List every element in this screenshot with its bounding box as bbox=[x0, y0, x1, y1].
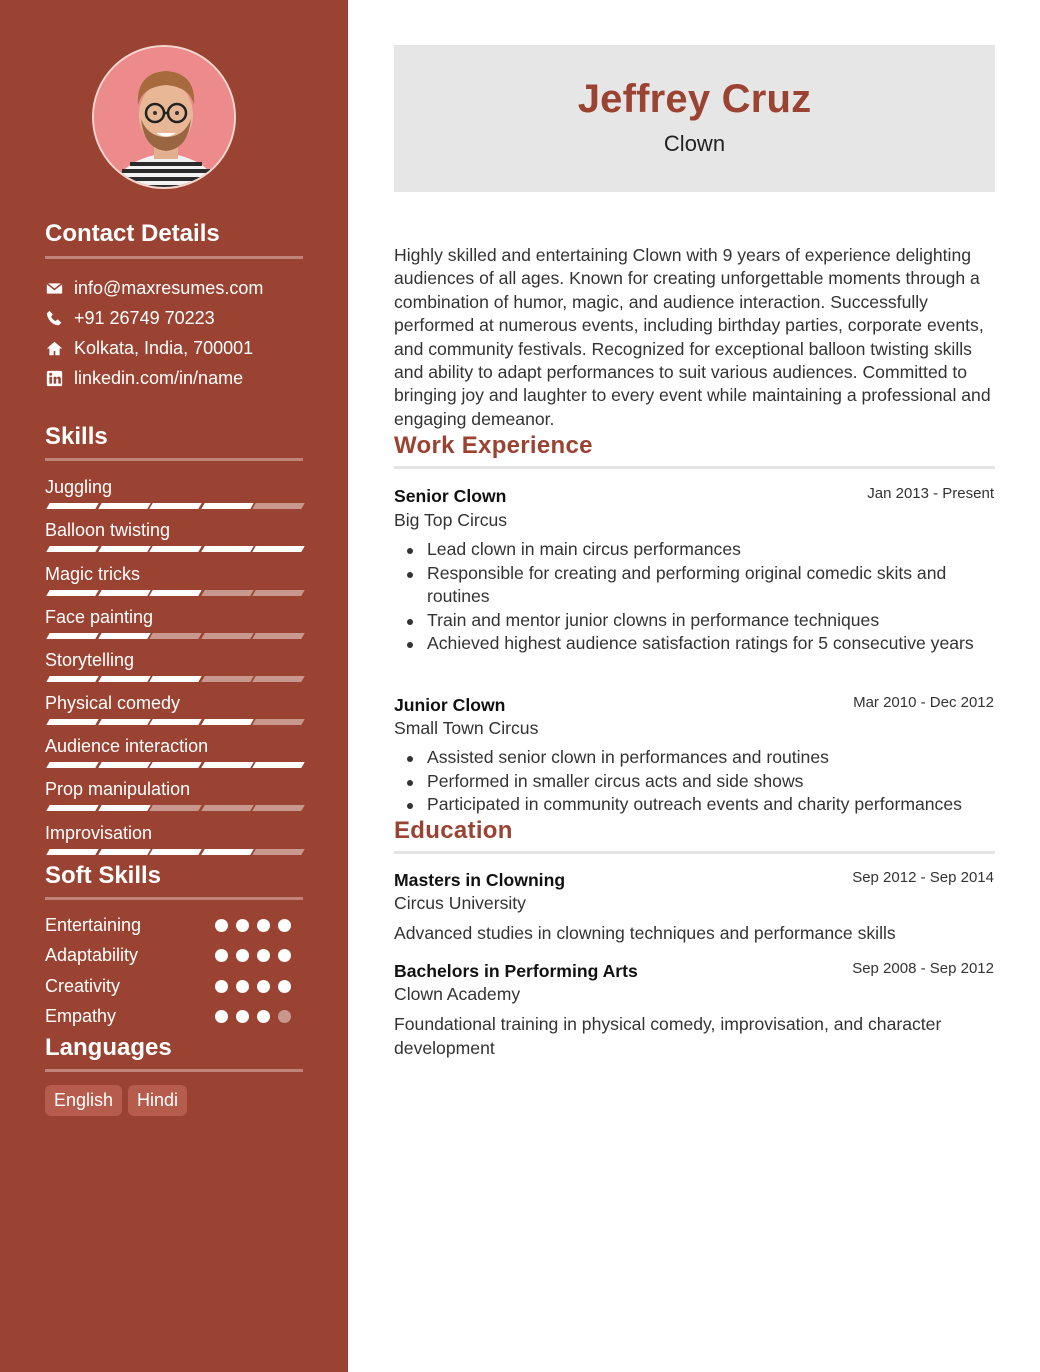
skill-level-segment bbox=[201, 719, 253, 725]
skill-item bbox=[45, 692, 303, 714]
job-company: Big Top Circus bbox=[394, 510, 508, 530]
skill-level-segment bbox=[252, 503, 304, 509]
job-bullets bbox=[427, 746, 997, 817]
job-company: Small Town Circus bbox=[394, 718, 539, 738]
contact-linkedin[interactable] bbox=[45, 366, 243, 390]
skill-level-segment bbox=[201, 676, 253, 682]
soft-skill-rating bbox=[215, 1010, 295, 1024]
rating-dot bbox=[236, 1010, 249, 1023]
skill-item bbox=[45, 735, 303, 757]
skill-label: Balloon twisting bbox=[45, 520, 171, 540]
rating-dot bbox=[215, 980, 228, 993]
candidate-title: Clown bbox=[663, 131, 726, 156]
soft-skills-heading: Soft Skills bbox=[45, 862, 162, 889]
edu-school: Clown Academy bbox=[394, 984, 521, 1004]
job-dates: Jan 2013 - Present bbox=[867, 485, 994, 502]
skill-level-segment bbox=[201, 633, 253, 639]
candidate-name: Jeffrey Cruz bbox=[577, 77, 812, 121]
contact-divider bbox=[45, 256, 303, 259]
skill-level-segment bbox=[252, 762, 304, 768]
skill-level-bar bbox=[45, 503, 303, 509]
skill-level-segment bbox=[201, 849, 253, 855]
skill-level-segment bbox=[98, 849, 150, 855]
skill-label: Physical comedy bbox=[45, 693, 181, 713]
job-bullet: Performed in smaller circus acts and side shows bbox=[427, 770, 997, 794]
skill-item bbox=[45, 778, 303, 800]
edu-degree: Masters in Clowning bbox=[394, 870, 566, 890]
skill-level-bar bbox=[45, 546, 303, 552]
skill-level-segment bbox=[201, 546, 253, 552]
language-chip-hindi: Hindi bbox=[128, 1085, 187, 1116]
rating-dot bbox=[278, 919, 291, 932]
soft-skill-item bbox=[45, 1004, 303, 1028]
contact-address-text: Kolkata, India, 700001 bbox=[74, 337, 254, 358]
skill-level-segment bbox=[98, 546, 150, 552]
skill-level-segment bbox=[46, 503, 98, 509]
linkedin-icon bbox=[45, 369, 63, 387]
skill-item bbox=[45, 822, 303, 844]
soft-skills-divider bbox=[45, 897, 303, 900]
skill-level-segment bbox=[46, 676, 98, 682]
rating-dot bbox=[215, 949, 228, 962]
skill-level-segment bbox=[201, 762, 253, 768]
job-bullet: Lead clown in main circus performances bbox=[427, 538, 997, 562]
skill-label: Juggling bbox=[45, 477, 113, 497]
skill-item bbox=[45, 606, 303, 628]
job-role: Junior Clown bbox=[394, 695, 506, 715]
skill-level-segment bbox=[201, 805, 253, 811]
skill-level-segment bbox=[149, 546, 201, 552]
envelope-icon bbox=[45, 279, 63, 297]
skill-level-segment bbox=[98, 719, 150, 725]
edu-description: Advanced studies in clowning techniques and performance skills bbox=[394, 923, 896, 943]
rating-dot bbox=[215, 919, 228, 932]
contact-linkedin-text: linkedin.com/in/name bbox=[74, 367, 244, 388]
contact-heading: Contact Details bbox=[45, 220, 220, 247]
rating-dot bbox=[257, 919, 270, 932]
skill-level-segment bbox=[98, 762, 150, 768]
rating-dot bbox=[215, 1010, 228, 1023]
contact-email-text: info@maxresumes.com bbox=[74, 277, 264, 298]
skill-level-segment bbox=[98, 805, 150, 811]
rating-dot bbox=[278, 949, 291, 962]
soft-skill-item bbox=[45, 943, 303, 967]
skill-level-segment bbox=[149, 503, 201, 509]
soft-skill-item bbox=[45, 913, 303, 937]
work-heading: Work Experience bbox=[394, 432, 593, 459]
skill-level-segment bbox=[149, 849, 201, 855]
skill-level-segment bbox=[98, 633, 150, 639]
skill-item bbox=[45, 519, 303, 541]
phone-icon bbox=[45, 309, 63, 327]
skill-level-segment bbox=[46, 762, 98, 768]
avatar bbox=[92, 45, 236, 189]
soft-skill-label: Empathy bbox=[45, 1006, 117, 1026]
skill-level-bar bbox=[45, 719, 303, 725]
soft-skill-rating bbox=[215, 949, 295, 963]
skill-level-segment bbox=[98, 590, 150, 596]
job-bullet: Assisted senior clown in performances and routines bbox=[427, 746, 997, 770]
languages-divider bbox=[45, 1069, 303, 1072]
contact-address bbox=[45, 336, 253, 360]
rating-dot bbox=[278, 1010, 291, 1023]
skill-level-segment bbox=[252, 719, 304, 725]
skill-level-segment bbox=[252, 805, 304, 811]
rating-dot bbox=[236, 980, 249, 993]
skill-level-bar bbox=[45, 762, 303, 768]
skill-level-bar bbox=[45, 590, 303, 596]
soft-skill-item bbox=[45, 974, 303, 998]
language-chip-english: English bbox=[45, 1085, 122, 1116]
skill-level-segment bbox=[98, 676, 150, 682]
skills-divider bbox=[45, 458, 303, 461]
rating-dot bbox=[278, 980, 291, 993]
edu-school: Circus University bbox=[394, 893, 526, 913]
skill-level-bar bbox=[45, 805, 303, 811]
skill-label: Magic tricks bbox=[45, 564, 141, 584]
skill-level-segment bbox=[46, 805, 98, 811]
rating-dot bbox=[257, 949, 270, 962]
skills-heading: Skills bbox=[45, 423, 108, 450]
rating-dot bbox=[257, 1010, 270, 1023]
rating-dot bbox=[236, 949, 249, 962]
edu-dates: Sep 2012 - Sep 2014 bbox=[852, 869, 994, 886]
skill-label: Audience interaction bbox=[45, 736, 209, 756]
job-bullet: Participated in community outreach events and charity performances bbox=[427, 793, 997, 817]
job-bullets bbox=[427, 538, 997, 656]
skill-level-segment bbox=[149, 590, 201, 596]
skill-level-segment bbox=[149, 762, 201, 768]
skill-level-segment bbox=[98, 503, 150, 509]
skill-level-bar bbox=[45, 676, 303, 682]
skill-level-segment bbox=[46, 719, 98, 725]
skill-label: Prop manipulation bbox=[45, 779, 191, 799]
skill-level-segment bbox=[252, 849, 304, 855]
skill-level-bar bbox=[45, 849, 303, 855]
skill-level-segment bbox=[149, 805, 201, 811]
education-heading: Education bbox=[394, 817, 513, 844]
skill-level-segment bbox=[252, 546, 304, 552]
skill-level-segment bbox=[46, 633, 98, 639]
rating-dot bbox=[236, 919, 249, 932]
skill-level-segment bbox=[46, 546, 98, 552]
skill-level-segment bbox=[46, 590, 98, 596]
job-bullet: Achieved highest audience satisfaction ratings for 5 consecutive years bbox=[427, 632, 997, 656]
skill-label: Storytelling bbox=[45, 650, 135, 670]
sidebar bbox=[0, 0, 348, 1372]
work-divider bbox=[394, 466, 995, 469]
skill-label: Improvisation bbox=[45, 823, 153, 843]
skill-level-segment bbox=[252, 590, 304, 596]
skill-level-segment bbox=[46, 849, 98, 855]
skill-level-bar bbox=[45, 633, 303, 639]
skill-item bbox=[45, 476, 303, 498]
languages-heading: Languages bbox=[45, 1034, 172, 1061]
soft-skill-label: Adaptability bbox=[45, 945, 139, 965]
resume-header bbox=[394, 45, 995, 192]
skill-item bbox=[45, 563, 303, 585]
contact-phone[interactable] bbox=[45, 306, 215, 330]
job-bullet: Responsible for creating and performing original comedic skits and routines bbox=[427, 562, 997, 609]
skill-item bbox=[45, 649, 303, 671]
soft-skill-label: Creativity bbox=[45, 976, 121, 996]
skill-level-segment bbox=[201, 503, 253, 509]
edu-dates: Sep 2008 - Sep 2012 bbox=[852, 960, 994, 977]
home-icon bbox=[45, 339, 63, 357]
edu-description: Foundational training in physical comedy, improvisation, and character development bbox=[394, 1014, 942, 1058]
edu-degree: Bachelors in Performing Arts bbox=[394, 961, 638, 981]
contact-phone-text: +91 26749 70223 bbox=[74, 307, 215, 328]
skill-level-segment bbox=[201, 590, 253, 596]
skill-label: Face painting bbox=[45, 607, 154, 627]
skill-level-segment bbox=[252, 676, 304, 682]
rating-dot bbox=[257, 980, 270, 993]
soft-skill-rating bbox=[215, 980, 295, 994]
soft-skill-rating bbox=[215, 919, 295, 933]
skill-level-segment bbox=[149, 633, 201, 639]
job-dates: Mar 2010 - Dec 2012 bbox=[853, 694, 994, 711]
education-divider bbox=[394, 851, 995, 854]
skill-level-segment bbox=[252, 633, 304, 639]
profile-summary: Highly skilled and entertaining Clown with 9 years of experience delighting audiences of all ages. Known for creating unforgettable moments through a combination of humor, magic, and audience interaction. Successfully performed at numerous events, including birthday parties, corporate events, and community festivals. Recognized for exceptional balloon twisting skills and ability to adapt performances to suit various audiences. Committed to bringing joy and laughter to every event while maintaining a professional and engaging demeanor. bbox=[394, 245, 991, 429]
skill-level-segment bbox=[149, 719, 201, 725]
job-bullet: Train and mentor junior clowns in performance techniques bbox=[427, 609, 997, 633]
contact-email[interactable] bbox=[45, 276, 263, 300]
profile-photo-icon bbox=[94, 47, 236, 189]
skill-level-segment bbox=[149, 676, 201, 682]
job-role: Senior Clown bbox=[394, 486, 507, 506]
soft-skill-label: Entertaining bbox=[45, 915, 142, 935]
